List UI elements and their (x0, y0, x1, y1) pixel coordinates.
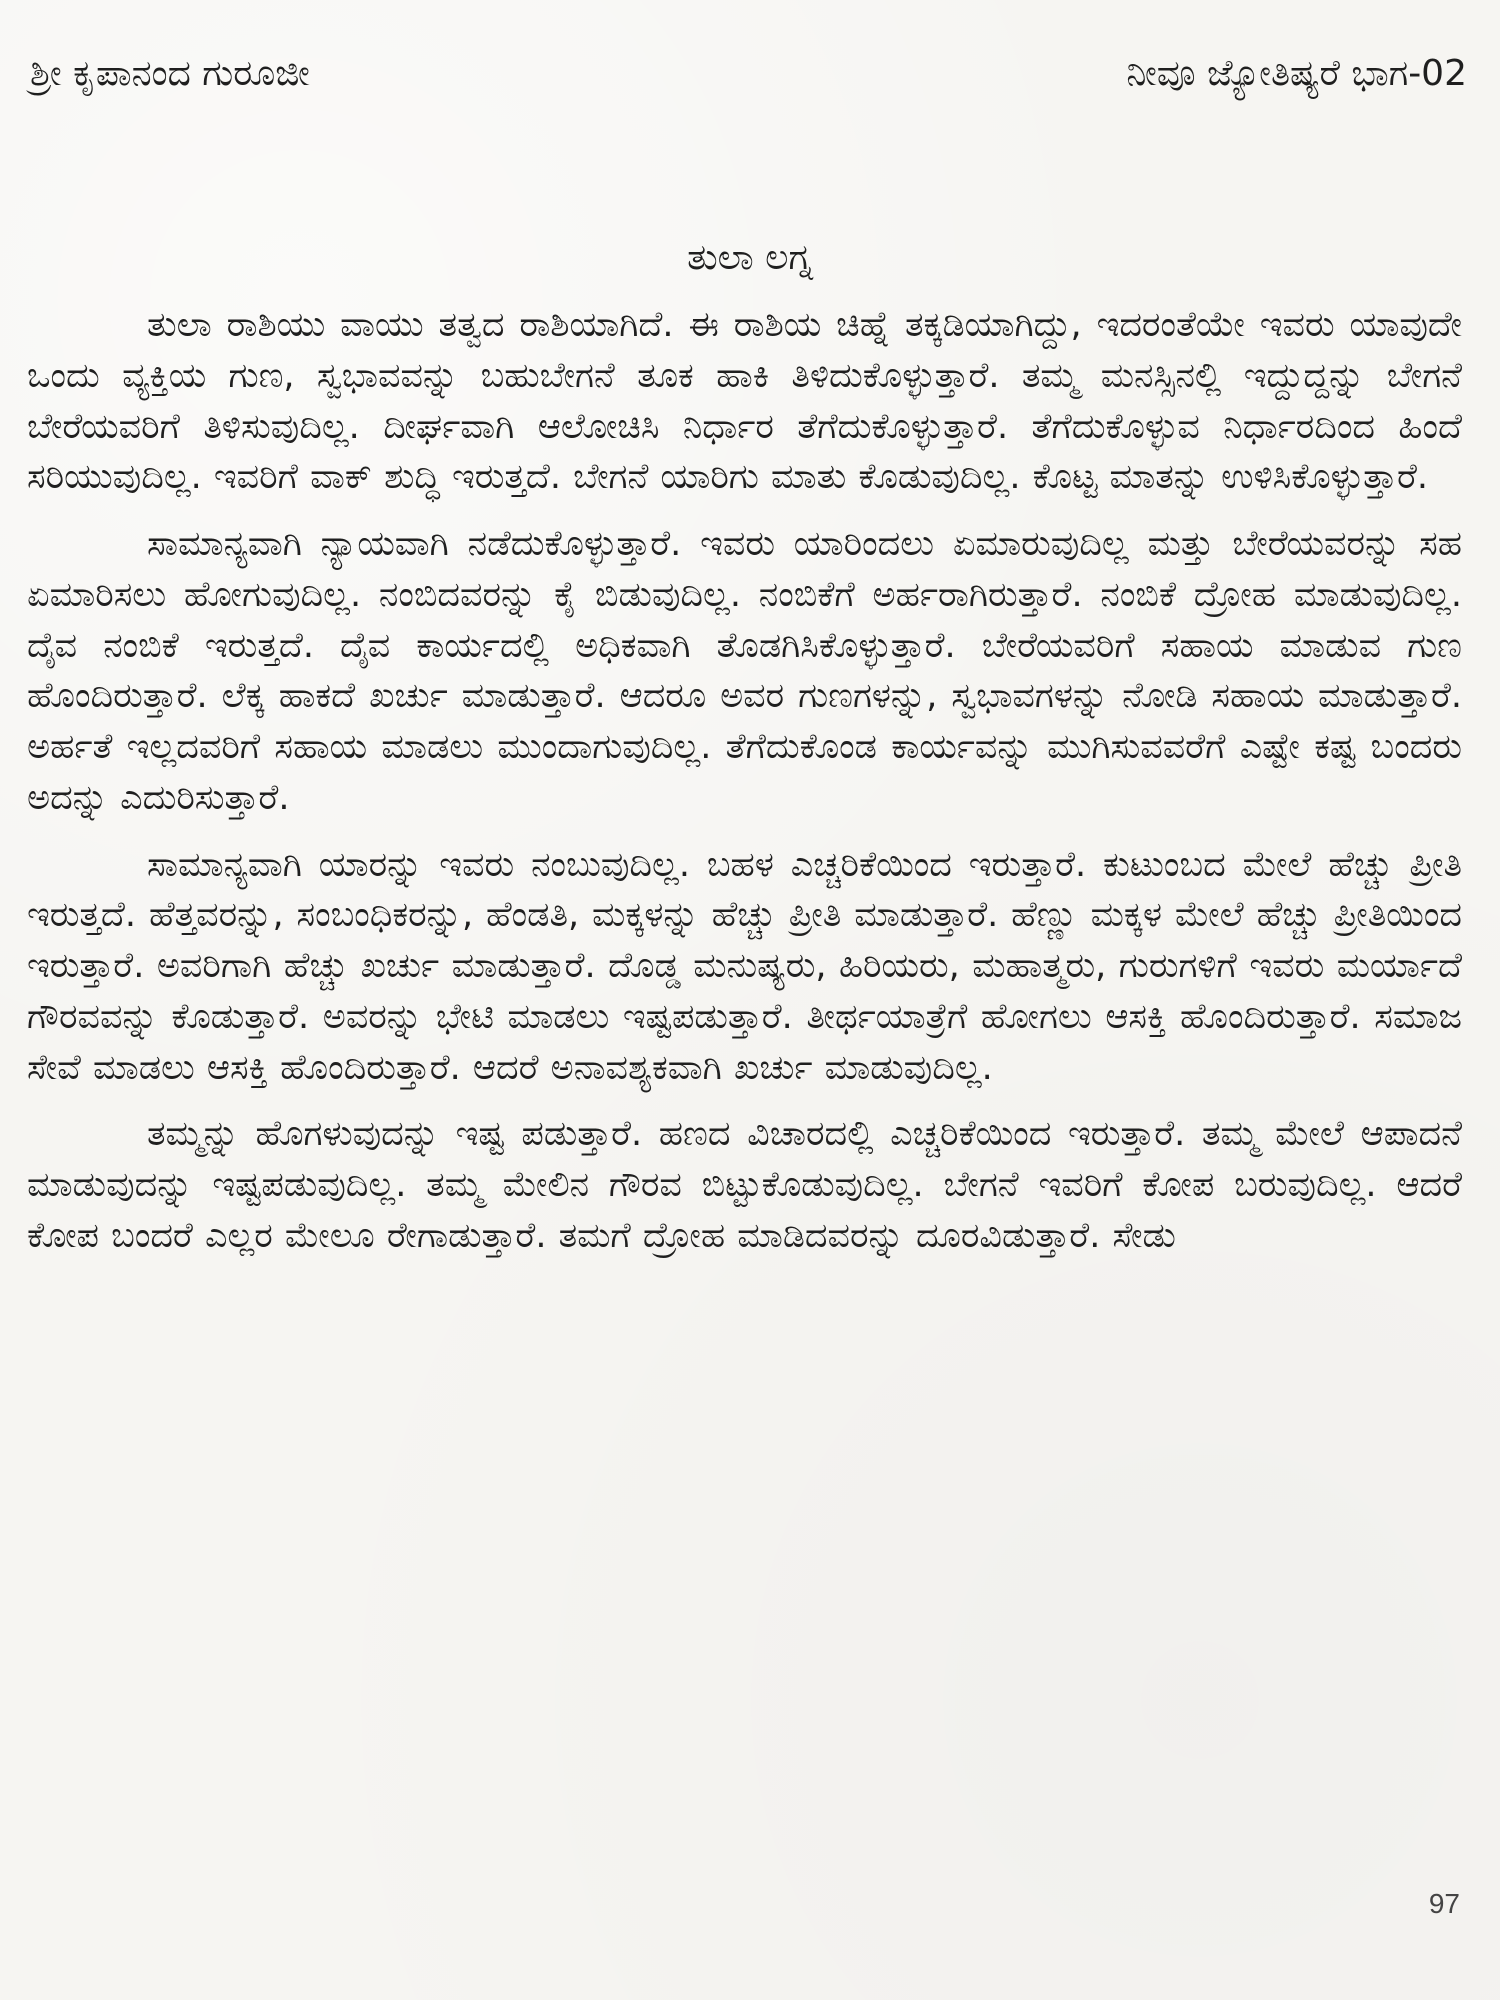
paragraph-2: ಸಾಮಾನ್ಯವಾಗಿ ನ್ಯಾಯವಾಗಿ ನಡೆದುಕೊಳ್ಳುತ್ತಾರೆ. ಇವರು ಯಾರಿಂದಲು ಏಮಾರುವುದಿಲ್ಲ ಮತ್ತು ಬೇರೆಯವರನ್ನು ಸಹ ಏಮಾರಿಸಲು ಹೋಗುವುದಿಲ್ಲ. ನಂಬಿದವರನ್ನು ಕೈ ಬಿಡುವುದಿಲ್ಲ. ನಂಬಿಕೆಗೆ ಅರ್ಹರಾಗಿರುತ್ತಾರೆ. ನಂಬಿಕೆ ದ್ರೋಹ ಮಾಡುವುದಿಲ್ಲ. ದೈವ ನಂಬಿಕೆ ಇರುತ್ತದೆ. ದೈವ ಕಾರ್ಯದಲ್ಲಿ ಅಧಿಕವಾಗಿ ತೊಡಗಿಸಿಕೊಳ್ಳುತ್ತಾರೆ. ಬೇರೆಯವರಿಗೆ ಸಹಾಯ ಮಾಡುವ ಗುಣ ಹೊಂದಿರುತ್ತಾರೆ. ಲೆಕ್ಕ ಹಾಕದೆ ಖರ್ಚು ಮಾಡುತ್ತಾರೆ. ಆದರೂ ಅವರ ಗುಣಗಳನ್ನು, ಸ್ವಭಾವಗಳನ್ನು ನೋಡಿ ಸಹಾಯ ಮಾಡುತ್ತಾರೆ. ಅರ್ಹತೆ ಇಲ್ಲದವರಿಗೆ ಸಹಾಯ ಮಾಡಲು ಮುಂದಾಗುವುದಿಲ್ಲ. ತೆಗೆದುಕೊಂಡ ಕಾರ್ಯವನ್ನು ಮುಗಿಸುವವರೆಗೆ ಎಷ್ಟೇ ಕಷ್ಟ ಬಂದರು ಅದನ್ನು ಎದುರಿಸುತ್ತಾರೆ. (27, 524, 1462, 818)
book-title-header: ನೀವೂ ಜ್ಯೋತಿಷ್ಯರೆ ಭಾಗ-02 (1126, 53, 1467, 94)
page-number: 97 (1428, 1888, 1460, 1919)
page-body-text (27, 300, 1462, 1278)
paragraph-3: ಸಾಮಾನ್ಯವಾಗಿ ಯಾರನ್ನು ಇವರು ನಂಬುವುದಿಲ್ಲ. ಬಹಳ ಎಚ್ಚರಿಕೆಯಿಂದ ಇರುತ್ತಾರೆ. ಕುಟುಂಬದ ಮೇಲೆ ಹೆಚ್ಚು ಪ್ರೀತಿ ಇರುತ್ತದೆ. ಹೆತ್ತವರನ್ನು, ಸಂಬಂಧಿಕರನ್ನು, ಹೆಂಡತಿ, ಮಕ್ಕಳನ್ನು ಹೆಚ್ಚು ಪ್ರೀತಿ ಮಾಡುತ್ತಾರೆ. ಹೆಣ್ಣು ಮಕ್ಕಳ ಮೇಲೆ ಹೆಚ್ಚು ಪ್ರೀತಿಯಿಂದ ಇರುತ್ತಾರೆ. ಅವರಿಗಾಗಿ ಹೆಚ್ಚು ಖರ್ಚು ಮಾಡುತ್ತಾರೆ. ದೊಡ್ಡ ಮನುಷ್ಯರು, ಹಿರಿಯರು, ಮಹಾತ್ಮರು, ಗುರುಗಳಿಗೆ ಇವರು ಮರ್ಯಾದೆ ಗೌರವವನ್ನು ಕೊಡುತ್ತಾರೆ. ಅವರನ್ನು ಭೇಟಿ ಮಾಡಲು ಇಷ್ಟಪಡುತ್ತಾರೆ. ತೀರ್ಥಯಾತ್ರೆಗೆ ಹೋಗಲು ಆಸಕ್ತಿ ಹೊಂದಿರುತ್ತಾರೆ. ಸಮಾಜ ಸೇವೆ ಮಾಡಲು ಆಸಕ್ತಿ ಹೊಂದಿರುತ್ತಾರೆ. ಆದರೆ ಅನಾವಶ್ಯಕವಾಗಿ ಖರ್ಚು ಮಾಡುವುದಿಲ್ಲ. (27, 844, 1462, 1088)
paragraph-1: ತುಲಾ ರಾಶಿಯು ವಾಯು ತತ್ವದ ರಾಶಿಯಾಗಿದೆ. ಈ ರಾಶಿಯ ಚಿಹ್ನೆ ತಕ್ಕಡಿಯಾಗಿದ್ದು, ಇದರಂತೆಯೇ ಇವರು ಯಾವುದೇ ಒಂದು ವ್ಯಕ್ತಿಯ ಗುಣ, ಸ್ವಭಾವವನ್ನು ಬಹುಬೇಗನೆ ತೂಕ ಹಾಕಿ ತಿಳಿದುಕೊಳ್ಳುತ್ತಾರೆ. ತಮ್ಮ ಮನಸ್ಸಿನಲ್ಲಿ ಇದ್ದುದ್ದನ್ನು ಬೇಗನೆ ಬೇರೆಯವರಿಗೆ ತಿಳಿಸುವುದಿಲ್ಲ. ದೀರ್ಘವಾಗಿ ಆಲೋಚಿಸಿ ನಿರ್ಧಾರ ತೆಗೆದುಕೊಳ್ಳುತ್ತಾರೆ. ತೆಗೆದುಕೊಳ್ಳುವ ನಿರ್ಧಾರದಿಂದ ಹಿಂದೆ ಸರಿಯುವುದಿಲ್ಲ. ಇವರಿಗೆ ವಾಕ್ ಶುದ್ಧಿ ಇರುತ್ತದೆ. ಬೇಗನೆ ಯಾರಿಗು ಮಾತು ಕೊಡುವುದಿಲ್ಲ. ಕೊಟ್ಟ ಮಾತನ್ನು ಉಳಿಸಿಕೊಳ್ಳುತ್ತಾರೆ. (27, 305, 1462, 498)
author-header: ಶ್ರೀ ಕೃಪಾನಂದ ಗುರೂಜೀ (30, 53, 310, 94)
section-title: ತುಲಾ ಲಗ್ನ (687, 237, 813, 278)
paragraph-4: ತಮ್ಮನ್ನು ಹೊಗಳುವುದನ್ನು ಇಷ್ಟ ಪಡುತ್ತಾರೆ. ಹಣದ ವಿಚಾರದಲ್ಲಿ ಎಚ್ಚರಿಕೆಯಿಂದ ಇರುತ್ತಾರೆ. ತಮ್ಮ ಮೇಲೆ ಆಪಾದನೆ ಮಾಡುವುದನ್ನು ಇಷ್ಟಪಡುವುದಿಲ್ಲ. ತಮ್ಮ ಮೇಲಿನ ಗೌರವ ಬಿಟ್ಟುಕೊಡುವುದಿಲ್ಲ. ಬೇಗನೆ ಇವರಿಗೆ ಕೋಪ ಬರುವುದಿಲ್ಲ. ಆದರೆ ಕೋಪ ಬಂದರೆ ಎಲ್ಲರ ಮೇಲೂ ರೇಗಾಡುತ್ತಾರೆ. ತಮಗೆ ದ್ರೋಹ ಮಾಡಿದವರನ್ನು ದೂರವಿಡುತ್ತಾರೆ. ಸೇಡು (27, 1114, 1462, 1256)
